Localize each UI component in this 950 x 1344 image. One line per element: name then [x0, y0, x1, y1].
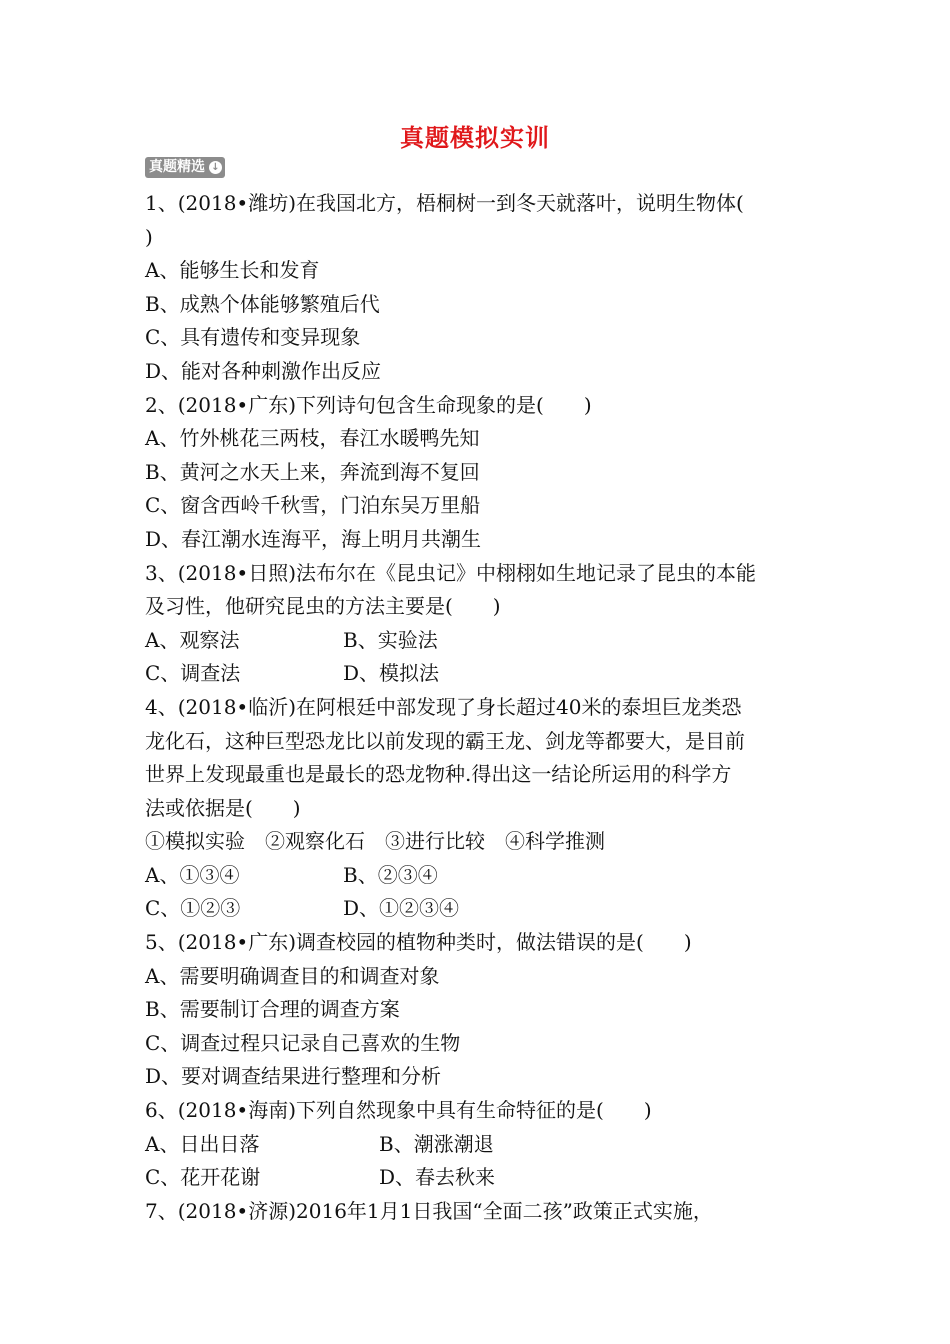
option-b: B、实验法: [343, 627, 438, 652]
option-a: A、①③④: [145, 862, 240, 887]
option-c: C、具有遗传和变异现象: [145, 325, 361, 350]
question-stem: 4、(2018•临沂)在阿根廷中部发现了身长超过40米的泰坦巨龙类恐: [145, 694, 742, 719]
option-a: A、能够生长和发育: [145, 258, 320, 283]
option-row: [145, 624, 815, 658]
question-stem: 3、(2018•日照)法布尔在《昆虫记》中栩栩如生地记录了昆虫的本能: [145, 560, 757, 585]
option-a: A、需要明确调查目的和调查对象: [145, 963, 440, 988]
option-b: B、黄河之水天上来，奔流到海不复回: [145, 459, 480, 484]
option-row: [145, 657, 815, 691]
question-stem: 龙化石，这种巨型恐龙比以前发现的霸王龙、剑龙等都要大，是目前: [145, 728, 745, 753]
question-stem: 7、(2018•济源)2016年1月1日我国“全面二孩”政策正式实施，: [145, 1198, 713, 1223]
question-list: [145, 187, 815, 1228]
option-d: D、模拟法: [343, 661, 440, 686]
question-2: [145, 389, 815, 557]
option-b: B、需要制订合理的调查方案: [145, 997, 400, 1022]
option-b: B、潮涨潮退: [379, 1131, 494, 1156]
option-c: C、花开花谢: [145, 1165, 261, 1190]
question-1: [145, 187, 815, 389]
option-c: C、窗含西岭千秋雪，门泊东吴万里船: [145, 493, 481, 518]
arrow-down-icon: ↓: [209, 161, 222, 174]
option-a: A、观察法: [145, 627, 240, 652]
question-stem: 世界上发现最重也是最长的恐龙物种.得出这一结论所运用的科学方: [145, 762, 732, 787]
question-stem: 6、(2018•海南)下列自然现象中具有生命特征的是( ): [145, 1098, 652, 1123]
option-c: C、调查法: [145, 661, 241, 686]
question-3: [145, 557, 815, 691]
question-stem: 法或依据是( ): [145, 795, 301, 820]
question-stem: ): [145, 224, 153, 249]
question-6: [145, 1094, 815, 1195]
option-d: D、春江潮水连海平，海上明月共潮生: [145, 526, 482, 551]
option-b: B、②③④: [343, 862, 438, 887]
section-badge-label: 真题精选: [149, 159, 205, 175]
option-row: [145, 1128, 815, 1162]
question-stem: 5、(2018•广东)调查校园的植物种类时，做法错误的是( ): [145, 930, 692, 955]
question-5: [145, 926, 815, 1094]
question-4: [145, 691, 815, 926]
option-a: A、竹外桃花三两枝，春江水暖鸭先知: [145, 426, 480, 451]
option-c: C、调查过程只记录自己喜欢的生物: [145, 1030, 461, 1055]
option-c: C、①②③: [145, 896, 241, 921]
option-d: D、要对调查结果进行整理和分析: [145, 1064, 442, 1089]
question-stem: 1、(2018•潍坊)在我国北方，梧桐树一到冬天就落叶，说明生物体(: [145, 191, 744, 215]
question-7: [145, 1195, 815, 1229]
option-row: [145, 1161, 815, 1195]
option-row: [145, 859, 815, 893]
option-a: A、日出日落: [145, 1131, 260, 1156]
section-badge: [145, 157, 225, 178]
option-d: D、①②③④: [343, 896, 460, 921]
option-b: B、成熟个体能够繁殖后代: [145, 291, 380, 316]
page-title: 真题模拟实训: [400, 124, 550, 152]
option-d: D、能对各种刺激作出反应: [145, 358, 382, 383]
option-row: [145, 892, 815, 926]
question-stem: 2、(2018•广东)下列诗句包含生命现象的是( ): [145, 392, 592, 417]
option-d: D、春去秋来: [379, 1165, 496, 1190]
question-stem: 及习性，他研究昆虫的方法主要是( ): [145, 594, 501, 619]
numbered-items: ①模拟实验 ②观察化石 ③进行比较 ④科学推测: [145, 829, 605, 854]
